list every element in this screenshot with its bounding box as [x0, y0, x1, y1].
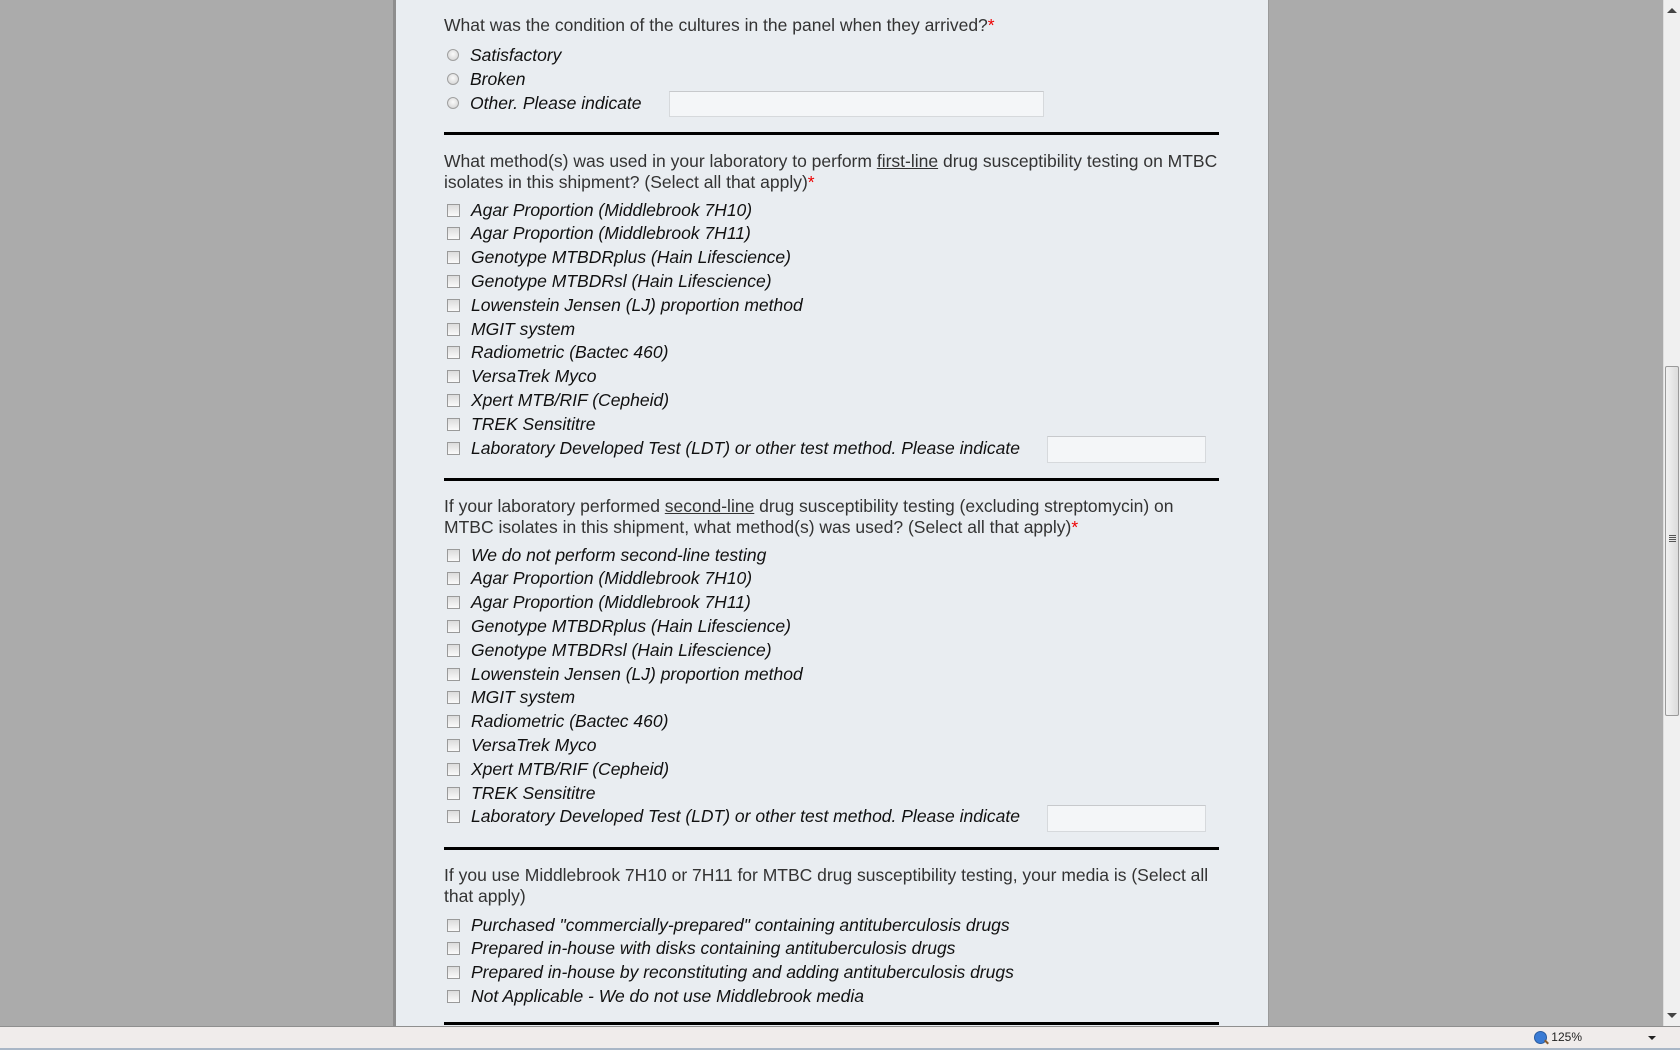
checkbox[interactable] — [447, 787, 460, 800]
first-line-method-option[interactable] — [447, 223, 751, 245]
question-text: What was the condition of the cultures in the panel when they arrived? — [444, 15, 988, 35]
media-type-option[interactable] — [447, 938, 955, 960]
question-text-underlined: second-line — [664, 496, 755, 516]
scroll-up-arrow-icon[interactable] — [1667, 8, 1677, 13]
option-label: Laboratory Developed Test (LDT) or other test method. Please indicate — [471, 437, 1020, 458]
checkbox[interactable] — [447, 596, 460, 609]
option-label: MGIT system — [471, 318, 576, 339]
scroll-down-arrow-icon[interactable] — [1667, 1013, 1677, 1018]
radio-option-other[interactable] — [447, 92, 642, 114]
second-line-method-option[interactable] — [447, 544, 766, 566]
first-line-method-option[interactable] — [447, 199, 752, 221]
grip-icon — [1669, 535, 1676, 542]
radio-option-broken[interactable] — [447, 68, 525, 90]
option-label: Prepared in-house by reconstituting and adding antituberculosis drugs — [471, 962, 1014, 983]
second-line-method-option[interactable] — [447, 711, 668, 733]
option-label: Prepared in-house with disks containing antituberculosis drugs — [471, 938, 956, 959]
checkbox[interactable] — [447, 418, 460, 431]
checkbox[interactable] — [447, 966, 460, 979]
option-label: We do not perform second-line testing — [471, 544, 767, 565]
checkbox[interactable] — [447, 668, 460, 681]
question-text-underlined: first-line — [876, 151, 939, 171]
first-line-method-option[interactable] — [447, 437, 1020, 459]
radio-button[interactable] — [447, 73, 459, 85]
zoom-magnifier-icon — [1534, 1031, 1547, 1044]
checkbox[interactable] — [447, 919, 460, 932]
checkbox[interactable] — [447, 394, 460, 407]
option-label: TREK Sensititre — [471, 782, 596, 803]
question-text-post: drug susceptibility testing (excluding streptomycin) on MTBC isolates in this shipment, what method(s) was used? (Select all that apply) — [444, 496, 1174, 537]
first-line-method-option[interactable] — [447, 342, 668, 364]
media-type-option[interactable] — [447, 914, 1010, 936]
question-text-pre: What method(s) was used in your laboratory to perform — [444, 151, 877, 171]
option-label: Purchased "commercially-prepared" containing antituberculosis drugs — [471, 914, 1010, 935]
second-line-method-option[interactable] — [447, 782, 595, 804]
other-condition-input[interactable] — [669, 91, 1044, 117]
checkbox[interactable] — [447, 251, 460, 264]
option-label: Genotype MTBDRplus (Hain Lifescience) — [471, 247, 791, 268]
first-line-method-option[interactable] — [447, 366, 596, 388]
option-label: Broken — [470, 68, 526, 89]
checkbox[interactable] — [447, 620, 460, 633]
required-marker: * — [807, 171, 815, 192]
option-label: Agar Proportion (Middlebrook 7H11) — [471, 592, 751, 613]
option-label: VersaTrek Myco — [471, 366, 597, 387]
radio-option-satisfactory[interactable] — [447, 44, 561, 66]
question-middlebrook-media — [444, 865, 1220, 906]
second-line-method-option[interactable] — [447, 734, 596, 756]
checkbox[interactable] — [447, 549, 460, 562]
second-line-method-option[interactable] — [447, 758, 669, 780]
second-line-method-option[interactable] — [447, 639, 772, 661]
radio-button[interactable] — [447, 97, 459, 109]
checkbox[interactable] — [447, 644, 460, 657]
option-label: TREK Sensititre — [471, 413, 596, 434]
media-type-option[interactable] — [447, 962, 1014, 984]
checkbox[interactable] — [447, 346, 460, 359]
question-second-line-methods — [444, 496, 1220, 537]
checkbox[interactable] — [447, 810, 460, 823]
first-line-method-option[interactable] — [447, 318, 575, 340]
option-label: Agar Proportion (Middlebrook 7H10) — [471, 568, 753, 589]
first-line-method-option[interactable] — [447, 413, 595, 435]
radio-button[interactable] — [447, 49, 459, 61]
second-line-method-option[interactable] — [447, 663, 803, 685]
option-label: Agar Proportion (Middlebrook 7H11) — [471, 223, 751, 244]
section-divider — [444, 847, 1219, 850]
option-label: Lowenstein Jensen (LJ) proportion method — [471, 294, 803, 315]
checkbox[interactable] — [447, 990, 460, 1003]
first-line-method-option[interactable] — [447, 294, 803, 316]
checkbox[interactable] — [447, 715, 460, 728]
question-text: If you use Middlebrook 7H10 or 7H11 for MTBC drug susceptibility testing, your media is (Select all that apply) — [444, 865, 1209, 906]
checkbox[interactable] — [447, 572, 460, 585]
option-label: Not Applicable - We do not use Middlebrook media — [471, 985, 864, 1006]
checkbox[interactable] — [447, 442, 460, 455]
checkbox[interactable] — [447, 691, 460, 704]
checkbox[interactable] — [447, 942, 460, 955]
first-line-method-option[interactable] — [447, 247, 791, 269]
question-culture-condition — [444, 15, 1220, 36]
checkbox[interactable] — [447, 227, 460, 240]
option-label: Xpert MTB/RIF (Cepheid) — [471, 758, 670, 779]
zoom-dropdown-icon[interactable] — [1648, 1036, 1656, 1040]
media-type-option[interactable] — [447, 985, 864, 1007]
second-line-other-method-input[interactable] — [1047, 805, 1206, 832]
required-marker: * — [987, 15, 995, 35]
checkbox[interactable] — [447, 763, 460, 776]
question-text-pre: If your laboratory performed — [444, 496, 665, 516]
option-label: Satisfactory — [470, 44, 562, 65]
checkbox[interactable] — [447, 204, 460, 217]
second-line-method-option[interactable] — [447, 568, 752, 590]
second-line-method-option[interactable] — [447, 806, 1020, 828]
option-label: Genotype MTBDRplus (Hain Lifescience) — [471, 615, 791, 636]
first-line-method-option[interactable] — [447, 389, 669, 411]
checkbox[interactable] — [447, 370, 460, 383]
required-marker: * — [1071, 516, 1079, 537]
option-label: Radiometric (Bactec 460) — [471, 711, 669, 732]
zoom-level-control[interactable] — [1534, 1030, 1582, 1044]
option-label: VersaTrek Myco — [471, 734, 597, 755]
question-text-post: drug susceptibility testing on MTBC isolates in this shipment? (Select all that apply) — [444, 151, 1218, 192]
checkbox[interactable] — [447, 323, 460, 336]
section-divider — [444, 478, 1219, 481]
option-label: Genotype MTBDRsl (Hain Lifescience) — [471, 270, 772, 291]
option-label: Radiometric (Bactec 460) — [471, 342, 669, 363]
option-label: Other. Please indicate — [470, 92, 642, 113]
option-label: Lowenstein Jensen (LJ) proportion method — [471, 663, 803, 684]
checkbox[interactable] — [447, 739, 460, 752]
option-label: Xpert MTB/RIF (Cepheid) — [471, 389, 670, 410]
first-line-other-method-input[interactable] — [1047, 436, 1206, 463]
section-divider — [444, 1022, 1219, 1025]
second-line-method-option[interactable] — [447, 592, 751, 614]
zoom-level: 125% — [1551, 1030, 1582, 1044]
checkbox[interactable] — [447, 299, 460, 312]
status-bar — [0, 1026, 1680, 1048]
option-label: Agar Proportion (Middlebrook 7H10) — [471, 199, 753, 220]
option-label: Laboratory Developed Test (LDT) or other test method. Please indicate — [471, 806, 1020, 827]
checkbox[interactable] — [447, 275, 460, 288]
second-line-method-option[interactable] — [447, 615, 791, 637]
vertical-scrollbar[interactable] — [1663, 0, 1680, 1026]
option-label: MGIT system — [471, 687, 576, 708]
scrollbar-thumb[interactable] — [1665, 366, 1679, 716]
question-first-line-methods — [444, 151, 1220, 192]
first-line-method-option[interactable] — [447, 270, 772, 292]
option-label: Genotype MTBDRsl (Hain Lifescience) — [471, 639, 772, 660]
section-divider — [444, 132, 1219, 135]
second-line-method-option[interactable] — [447, 687, 575, 709]
